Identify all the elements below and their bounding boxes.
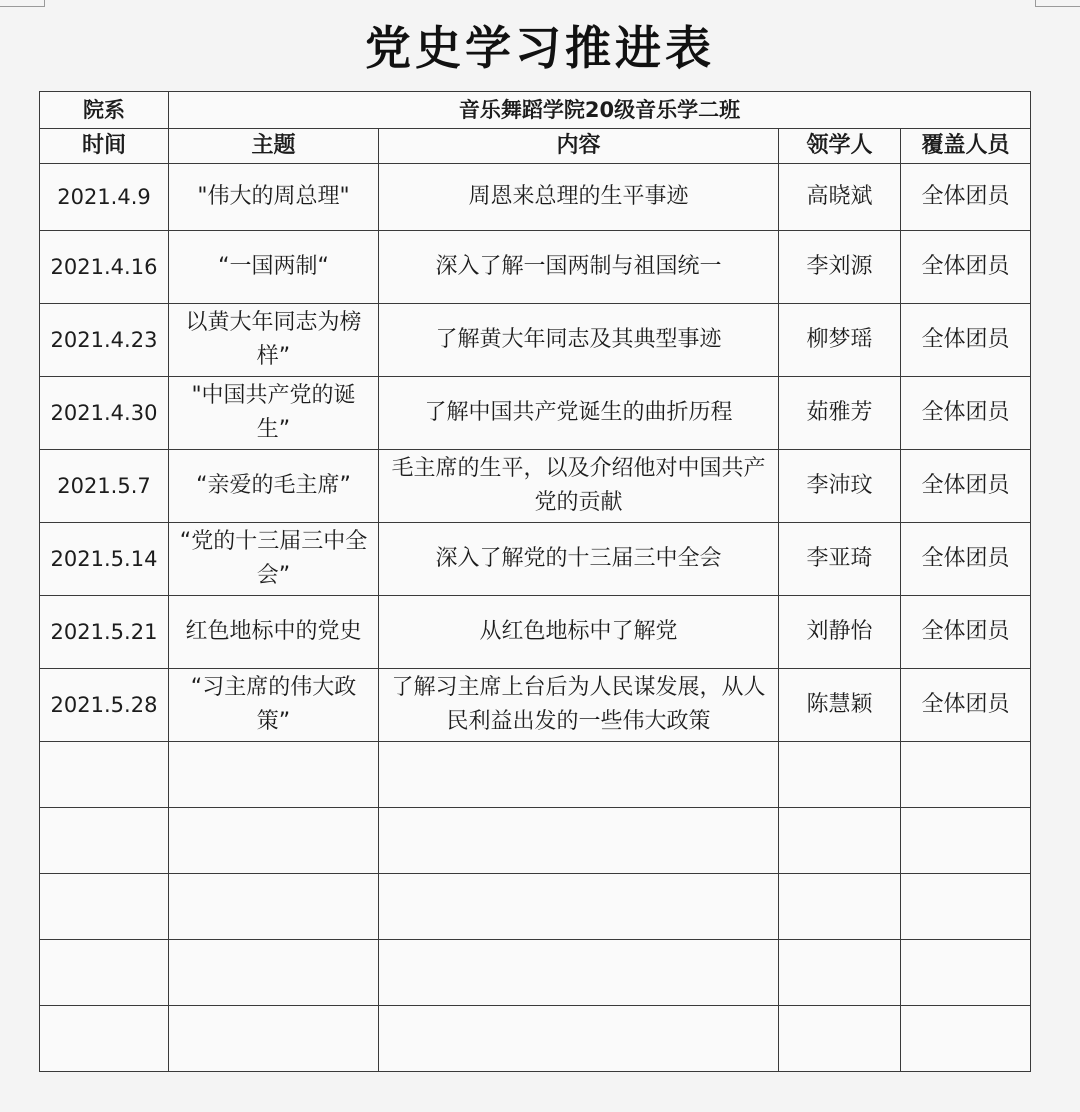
row-date: 2021.5.21 [40,596,169,669]
empty-cell [901,742,1031,808]
row-audience: 全体团员 [901,377,1031,450]
empty-cell [379,940,779,1006]
empty-cell [40,874,169,940]
table-row [40,596,1031,669]
row-audience: 全体团员 [901,164,1031,231]
row-content: 周恩来总理的生平事迹 [379,164,779,231]
empty-row [40,874,1031,940]
row-audience: 全体团员 [901,523,1031,596]
row-content: 毛主席的生平，以及介绍他对中国共产党的贡献 [379,450,779,523]
empty-cell [169,742,379,808]
column-header-audience: 覆盖人员 [901,129,1031,164]
row-date: 2021.4.30 [40,377,169,450]
column-header-row [40,129,1031,164]
row-leader: 李亚琦 [779,523,901,596]
empty-row [40,940,1031,1006]
empty-cell [379,1006,779,1072]
empty-cell [901,808,1031,874]
row-topic: “习主席的伟大政策” [169,669,379,742]
empty-cell [779,940,901,1006]
department-row [40,92,1031,129]
empty-row [40,1006,1031,1072]
empty-cell [40,808,169,874]
table-row [40,377,1031,450]
row-leader: 茹雅芳 [779,377,901,450]
empty-cell [40,940,169,1006]
row-date: 2021.4.23 [40,304,169,377]
table-row [40,231,1031,304]
empty-cell [379,742,779,808]
page-corner-mark-left [0,0,45,7]
row-topic: "中国共产党的诞生” [169,377,379,450]
table-row [40,304,1031,377]
row-date: 2021.5.14 [40,523,169,596]
empty-cell [169,874,379,940]
row-leader: 李沛玟 [779,450,901,523]
row-audience: 全体团员 [901,450,1031,523]
empty-cell [379,808,779,874]
empty-cell [779,742,901,808]
empty-cell [901,1006,1031,1072]
empty-cell [901,940,1031,1006]
empty-cell [169,940,379,1006]
table-row [40,523,1031,596]
empty-cell [779,808,901,874]
row-content: 深入了解党的十三届三中全会 [379,523,779,596]
row-date: 2021.4.9 [40,164,169,231]
empty-cell [169,1006,379,1072]
empty-cell [40,742,169,808]
row-date: 2021.5.28 [40,669,169,742]
study-schedule-table [39,91,1031,1072]
column-header-content: 内容 [379,129,779,164]
row-audience: 全体团员 [901,231,1031,304]
table-row [40,450,1031,523]
page-corner-mark-right [1035,0,1080,7]
page-title: 党史学习推进表 [365,21,715,75]
department-label: 院系 [40,92,169,129]
department-value: 音乐舞蹈学院20级音乐学二班 [169,92,1031,129]
row-leader: 陈慧颖 [779,669,901,742]
row-content: 了解中国共产党诞生的曲折历程 [379,377,779,450]
table-row [40,164,1031,231]
row-content: 从红色地标中了解党 [379,596,779,669]
column-header-topic: 主题 [169,129,379,164]
empty-row [40,808,1031,874]
row-content: 了解习主席上台后为人民谋发展，从人民利益出发的一些伟大政策 [379,669,779,742]
column-header-leader: 领学人 [779,129,901,164]
empty-cell [169,808,379,874]
row-topic: 以黄大年同志为榜样” [169,304,379,377]
empty-cell [901,874,1031,940]
empty-cell [40,1006,169,1072]
row-topic: “亲爱的毛主席” [169,450,379,523]
row-audience: 全体团员 [901,669,1031,742]
row-leader: 刘静怡 [779,596,901,669]
row-topic: 红色地标中的党史 [169,596,379,669]
row-leader: 高晓斌 [779,164,901,231]
column-header-time: 时间 [40,129,169,164]
row-content: 深入了解一国两制与祖国统一 [379,231,779,304]
row-content: 了解黄大年同志及其典型事迹 [379,304,779,377]
row-audience: 全体团员 [901,596,1031,669]
row-topic: “一国两制“ [169,231,379,304]
row-date: 2021.4.16 [40,231,169,304]
row-topic: “党的十三届三中全会” [169,523,379,596]
row-leader: 李刘源 [779,231,901,304]
empty-cell [379,874,779,940]
empty-cell [779,874,901,940]
row-audience: 全体团员 [901,304,1031,377]
table-row [40,669,1031,742]
empty-row [40,742,1031,808]
row-leader: 柳梦瑶 [779,304,901,377]
row-topic: "伟大的周总理" [169,164,379,231]
row-date: 2021.5.7 [40,450,169,523]
empty-cell [779,1006,901,1072]
